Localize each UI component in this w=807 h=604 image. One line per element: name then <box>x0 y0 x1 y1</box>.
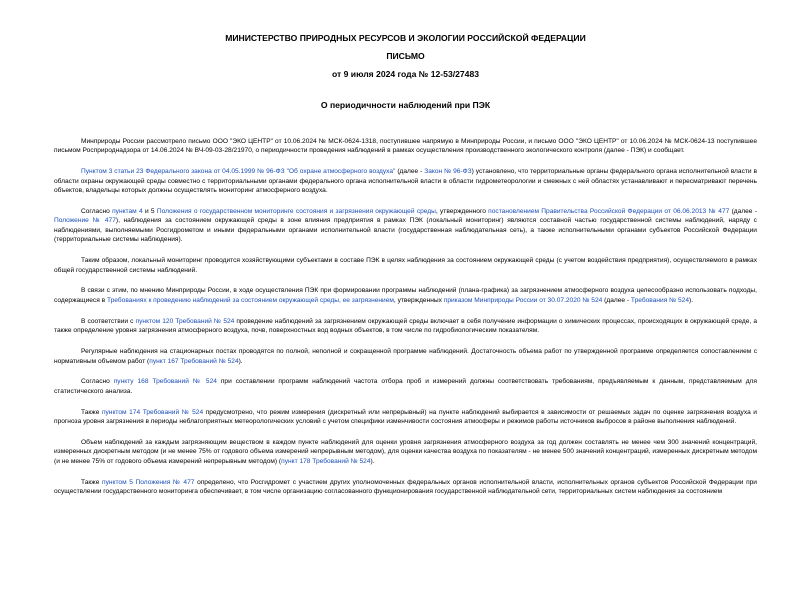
link-law-96fz-article-23[interactable]: Пунктом 3 статьи 23 Федерального закона от 04.05.1999 № 96-ФЗ "Об охране атмосферного воздуха" <box>81 168 396 176</box>
paragraph-regular-observations <box>54 347 757 366</box>
link-requirements-524[interactable]: Требования № 524 <box>630 296 689 304</box>
link-government-decree-477[interactable]: постановлением Правительства Российской Федерации от 06.06.2013 № 477 <box>488 208 730 216</box>
paragraph-law-96fz <box>54 167 757 195</box>
paragraph-observation-volume <box>54 438 757 466</box>
paragraph-text: при составлении программ наблюдений частота отбора проб и измерений должны соответствовать требованиям, предъявляемым к данным, представляемым для статистического анализа. <box>54 378 757 395</box>
paragraph-regulation-477 <box>54 207 757 245</box>
document-page <box>0 33 807 604</box>
link-point-5-regulation-477[interactable]: пунктом 5 Положения № 477 <box>102 478 195 486</box>
paragraph-point-120 <box>54 317 757 336</box>
paragraph-text: (далее - <box>729 208 757 216</box>
paragraph-text: В связи с этим, по мнению Минприроды России, в ходе осуществления ПЭК при формировании программы наблюдений (плана-графика) за загрязнением атмосферного воздуха целесообразно использовать подходы, содержащиеся в <box>54 287 757 304</box>
paragraph-text: определено, что Росгидромет с участием других уполномоченных федеральных органов исполнительной власти, исполнительных органов субъектов Российской Федерации при осуществлении государственного мониторинга обеспечивает, в том числе организацию согласованного функционирования государственной наблюдательной сети, территориальных систем наблюдения за состоянием <box>54 478 757 496</box>
paragraph-text: (далее - <box>602 296 631 304</box>
paragraph-text: проведение наблюдений за загрязнением окружающей среды включает в себя получение информации о химических процессах, происходящих в окружающей среде, а также определение уровня загрязнения атмосферного воздуха, почв, поверхностных вод водных объектов, в том числе по гидробиологическим показателям. <box>54 317 758 335</box>
paragraph-text: ) установлено, что территориальные органы федерального органа исполнительной власти в области охраны окружающей среды совместно с территориальными органами федерального органа исполнительной власти в области гидрометеорологии и смежных с ней областях устанавливают и пересматривают перечень объектов, владельцы которых должны осуществлять мониторинг атмосферного воздуха. <box>54 168 757 195</box>
paragraph-program-approach <box>54 286 757 305</box>
paragraph-point-168 <box>54 377 757 396</box>
link-point-174[interactable]: пунктом 174 Требований № 524 <box>101 408 204 416</box>
paragraph-text: (далее - <box>395 168 425 176</box>
document-date-number: от 9 июля 2024 года № 12-53/27483 <box>331 69 480 79</box>
paragraph-local-monitoring: Таким образом, локальный мониторинг проводится хозяйствующими субъектами в составе ПЭК в целях наблюдения за состоянием окружающей среды (с учетом воздействия предприятия), осуществляемого в рамках общей государственной системы наблюдений. <box>54 257 757 274</box>
link-order-524[interactable]: приказом Минприроды России от 30.07.2020 № 524 <box>443 296 603 304</box>
paragraph-text: ). <box>238 357 243 365</box>
paragraph-text: Объем наблюдений за каждым загрязняющим веществом в каждом пункте наблюдений для оценки уровня загрязнения атмосферного воздуха за год должен составлять не менее чем 300 значений концентраций, измеренных дискретным методом (и не менее 75% от годового объема измерений непрерывным методом), для оценки качества воздуха по показателям - не менее 500 значений концентраций, измеренных дискретным методом (и не менее 75% от годового объема измерений непрерывным методом) ( <box>54 439 757 465</box>
paragraph-text: Согласно <box>81 208 113 216</box>
paragraph-text: В соответствии с <box>81 317 136 325</box>
link-point-178[interactable]: пункт 178 Требований № 524 <box>281 457 371 465</box>
link-monitoring-regulation[interactable]: Положения о государственном мониторинге состояния и загрязнения окружающей среды <box>156 208 436 216</box>
link-point-167[interactable]: пункт 167 Требований № 524 <box>149 357 239 365</box>
paragraph-text: Также <box>81 478 102 486</box>
document-type: ПИСЬМО <box>386 51 425 61</box>
document-subject: О периодичности наблюдений при ПЭК <box>320 100 491 110</box>
paragraph-text: ). <box>370 457 375 465</box>
paragraph-text: предусмотрено, что режим измерения (дискретный или непрерывный) на пункте наблюдений выбирается в зависимости от решаемых задач по оценке загрязнения воздуха и прогноза уровня загрязнения в периоды неблагоприятных метеорологических условий с учетом специфики изменчивости состояния атмосферы и режимов работы источников выбросов в районе выполнения наблюдений. <box>54 408 757 426</box>
paragraph-text: , утвержденного <box>435 208 489 216</box>
paragraph-text: Регулярные наблюдения на стационарных постах проводятся по полной, неполной и сокращенной программе наблюдений. Достаточность объема работ по утвержденной программе определяется сопоставлением с нормативным объемом работ ( <box>54 348 757 365</box>
link-points-4[interactable]: пунктам 4 <box>112 208 143 216</box>
paragraph-point-174 <box>54 408 757 427</box>
ministry-title: МИНИСТЕРСТВО ПРИРОДНЫХ РЕСУРСОВ И ЭКОЛОГИИ РОССИЙСКОЙ ФЕДЕРАЦИИ <box>225 33 586 43</box>
paragraph-text: Также <box>81 408 102 416</box>
paragraph-text: и 5 <box>142 208 157 216</box>
paragraph-text: , утвержденных <box>393 296 444 304</box>
paragraph-text: ). <box>689 296 694 304</box>
link-regulation-477[interactable]: Положение № 477 <box>54 217 116 225</box>
paragraph-point-5 <box>54 478 757 497</box>
link-law-96fz[interactable]: Закон № 96-ФЗ <box>424 168 472 176</box>
paragraph-text: ), наблюдения за состоянием окружающей среды в зоне влияния предприятия в рамках ПЭК (локальный мониторинг) являются составной частью государственной системы наблюдений, наряду с наблюдениями, выполняемыми Росгидрометом и иными федеральными органами исполнительной власти (государственная наблюдательная сеть), а также исполнительными органами субъектов Российской Федерации (территориальные системы наблюдения). <box>54 217 757 244</box>
paragraph-intro: Минприроды России рассмотрело письмо ООО "ЭКО ЦЕНТР" от 10.06.2024 № МСК-0624-1318, поступившее напрямую в Минприроды России, и письмо ООО "ЭКО ЦЕНТР" от 10.06.2024 № МСК-0624-13 поступившее письмом Росприроднадзора от 14.06.2024 № ВЧ-09-03-28/21970, о периодичности проведения наблюдений в рамках осуществления производственного экологического контроля (далее - ПЭК) и сообщает. <box>54 138 757 155</box>
link-observation-requirements[interactable]: Требованиях к проведению наблюдений за состоянием окружающей среды, ее загрязнением <box>106 296 394 304</box>
link-point-120[interactable]: пунктом 120 Требований № 524 <box>135 317 235 325</box>
paragraph-text: Согласно <box>81 378 114 386</box>
link-point-168[interactable]: пункту 168 Требований № 524 <box>113 378 217 386</box>
